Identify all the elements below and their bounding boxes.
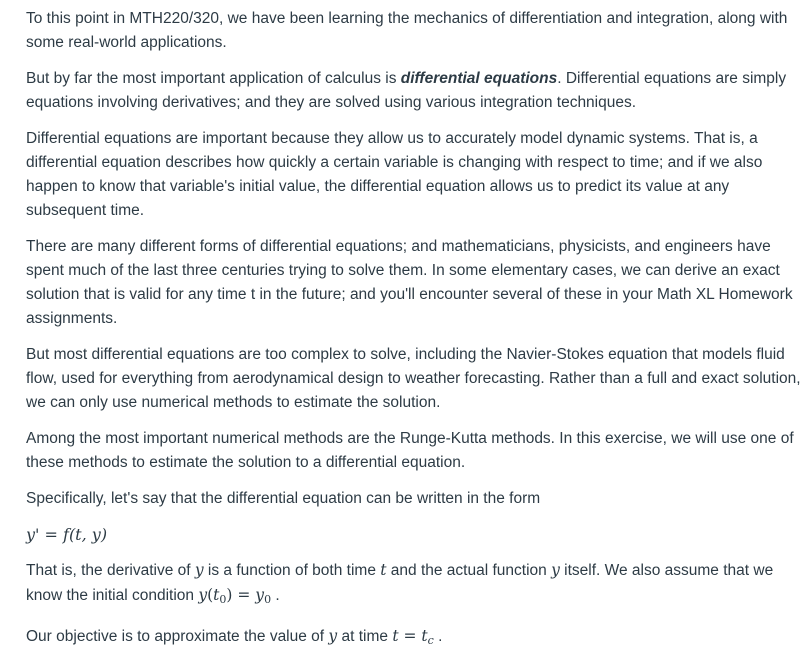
emphasis-differential-equations: differential equations: [400, 70, 558, 87]
text-segment: But by far the most important application of calculus is: [26, 70, 401, 87]
math-y: y: [551, 561, 560, 579]
paragraph-initial-condition: [26, 558, 801, 612]
math-t: t: [380, 561, 387, 579]
math-y: y: [328, 627, 338, 645]
text-segment: at time: [337, 628, 393, 645]
math-paren: (: [207, 586, 214, 604]
paragraph-specifically: Specifically, let's say that the differential equation can be written in the form: [26, 490, 541, 507]
math-y: y: [194, 561, 204, 579]
text-segment: .: [433, 628, 443, 645]
math-tc: t: [421, 627, 428, 645]
math-ic-t: t: [213, 586, 220, 604]
math-subscript: 0: [219, 593, 227, 606]
math-paren: ): [226, 586, 233, 604]
equation-f: f: [63, 525, 69, 544]
math-equals: =: [398, 627, 422, 645]
text-segment: Our objective is to approximate the value of: [26, 628, 329, 645]
paragraph-runge-kutta: Among the most important numerical methods are the Runge-Kutta methods. In this exercise, we will use one of these methods to estimate the solution to a differential equation.: [26, 430, 794, 471]
paragraph-intro: To this point in MTH220/320, we have been learning the mechanics of differentiation and integration, along with some real-world applications.: [26, 10, 788, 51]
document-body: [26, 7, 801, 665]
equation-equals: =: [39, 525, 64, 544]
text-segment: and the actual function: [386, 562, 552, 579]
math-subscript: 0: [264, 593, 272, 606]
text-segment: is a function of both time: [203, 562, 381, 579]
text-segment: .: [271, 587, 280, 604]
equation-lhs: y': [26, 525, 40, 544]
equation-args: (t, y): [68, 525, 108, 544]
paragraph-dynamic-systems: Differential equations are important because they allow us to accurately model dynamic systems. That is, a differential equation describes how quickly a certain variable is changing with respect to time; and if we also happen to know that variable's initial value, the differential equation allows us to predict its value at any subsequent time.: [26, 130, 763, 219]
math-equals: =: [232, 586, 256, 604]
paragraph-forms: There are many different forms of differential equations; and mathematicians, physicists, and engineers have spent much of the last three centuries trying to solve them. In some elementary cases, we can derive an exact solution that is valid for any time t in the future; and you'll encounter several of these in your Math XL Homework assignments.: [26, 238, 793, 327]
equation-ode: [26, 523, 801, 548]
math-t: t: [392, 627, 399, 645]
paragraph-objective: [26, 624, 801, 653]
text-segment: . Differential equations are simply equations involving derivatives; and they are solved using various integration techniques.: [26, 70, 787, 111]
text-segment: That is, the derivative of: [26, 562, 195, 579]
math-y0: y: [255, 586, 265, 604]
math-subscript: c: [427, 634, 434, 647]
paragraph-complexity: But most differential equations are too complex to solve, including the Navier-Stokes equation that models fluid flow, used for everything from aerodynamical design to weather forecasting. Rather than a full and exact solution, we can only use numerical methods to estimate the solution.: [26, 346, 801, 411]
text-segment: itself. We also assume that we know the initial condition: [26, 562, 774, 604]
math-ic-y: y: [198, 586, 208, 604]
paragraph-importance: [26, 67, 801, 115]
